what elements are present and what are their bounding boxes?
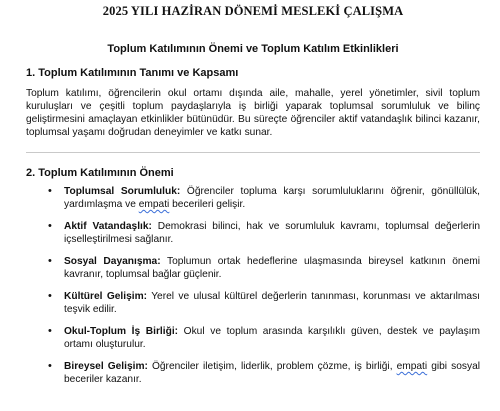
list-item-text-end: becerileri gelişir. (169, 199, 246, 210)
list-item-term: Aktif Vatandaşlık: (64, 221, 152, 232)
document-title: 2025 YILI HAZİRAN DÖNEMİ MESLEKİ ÇALIŞMA (102, 4, 404, 18)
spellcheck-marked-word: empati (138, 199, 170, 210)
list-item (26, 360, 480, 386)
list-item-text: Öğrenciler iletişim, liderlik, problem çözme, iş birliği, (147, 361, 397, 372)
list-item-text: Demokrasi bilinci, hak ve sorumluluk kavramı, toplumsal değerlerin içselleştirilmesi sağlanır. (64, 221, 481, 245)
section-1-heading: 1. Toplum Katılımının Tanımı ve Kapsamı (26, 67, 239, 79)
list-item-text-end: gibi sosyal beceriler kazanır. (64, 361, 480, 385)
list-item-text: Toplumun ortak hedeflerine ulaşmasında bireysel katkının önemi kavranır, toplumsal bağlar güçlenir. (64, 256, 480, 280)
bullet-icon: • (48, 290, 52, 302)
importance-list (26, 185, 480, 386)
document-subtitle: Toplum Katılımının Önemi ve Toplum Katılım Etkinlikleri (107, 43, 399, 55)
list-item (26, 220, 480, 246)
bullet-icon: • (48, 325, 52, 337)
bullet-icon: • (48, 360, 52, 372)
spellcheck-marked-word: empati (396, 361, 428, 372)
list-item-text: Öğrenciler topluma karşı sorumluluklarını öğrenir, gönüllülük, yardımlaşma ve (64, 186, 481, 210)
list-item-term: Okul-Toplum İş Birliği: (64, 326, 179, 337)
list-item-term: Sosyal Dayanışma: (64, 256, 161, 267)
list-item-term: Toplumsal Sorumluluk: (64, 186, 181, 197)
list-item-term: Bireysel Gelişim: (64, 361, 148, 372)
list-item (26, 290, 480, 316)
section-1-paragraph: Toplum katılımı, öğrencilerin okul ortamı dışında aile, mahalle, yerel yönetimler, sivil toplum kuruluşları ve çeşitli toplum paydaşlarıyla iş birliği yaparak toplumsal sorumluluk ve bilinç geliştirmesini amaçlayan etkinlikler bütünüdür. Bu süreçte öğrenciler aktif vatandaşlık bilinci kazanır, toplumsal yaşamı doğrudan deneyimler ve katkı sunar. (26, 88, 480, 138)
section-2-heading: 2. Toplum Katılımının Önemi (26, 167, 174, 179)
list-item-text: Okul ve toplum arasında karşılıklı güven, destek ve paylaşım ortamı oluşturulur. (64, 326, 480, 350)
list-item (26, 185, 480, 211)
bullet-icon: • (48, 185, 52, 197)
list-item (26, 255, 480, 281)
list-item-text: Yerel ve ulusal kültürel değerlerin tanınması, korunması ve aktarılması teşvik edilir. (64, 291, 480, 315)
list-item (26, 325, 480, 351)
bullet-icon: • (48, 255, 52, 267)
list-item-term: Kültürel Gelişim: (64, 291, 148, 302)
bullet-icon: • (48, 220, 52, 232)
